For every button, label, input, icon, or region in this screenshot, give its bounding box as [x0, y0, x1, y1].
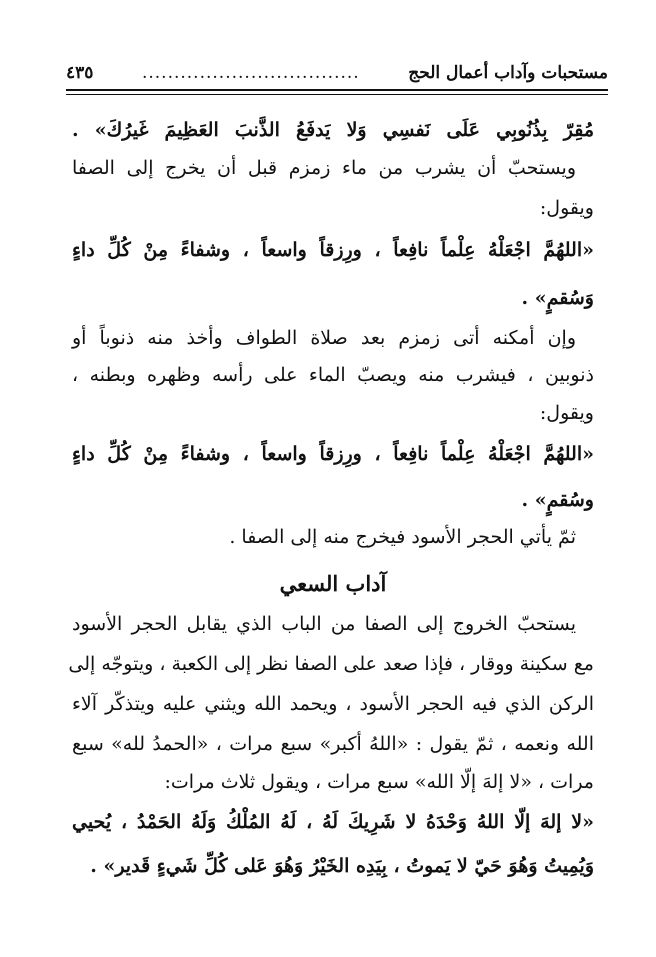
text-line: وإن أمكنه أتى زمزم بعد صلاة الطواف وأخذ منه ذنوباً أو: [72, 327, 576, 349]
header-rule-thick: [66, 89, 608, 91]
running-header: [66, 60, 608, 86]
page-number: ٤٣٥: [66, 63, 94, 83]
text-line: مُقِرّ بِذُنُوبِي عَلَى نَفسِي وَلا يَدفَعُ الذَّنبَ العَظِيمَ غَيرُكَ» .: [72, 119, 594, 141]
text-line: ويستحبّ أن يشرب من ماء زمزم قبل أن يخرج إلى الصفا: [72, 157, 576, 179]
prayer-line: «اللهُمَّ اجْعَلْهُ عِلْماً نافِعاً ، ورِزقاً واسعاً ، وشفاءً مِنْ كُلِّ داءٍ: [72, 239, 594, 261]
header-leader-dots: ..................................: [141, 63, 360, 83]
text-line: يستحبّ الخروج إلى الصفا من الباب الذي يقابل الحجر الأسود: [72, 613, 576, 635]
text-line: ذنوبين ، فيشرب منه ويصبّ الماء على رأسه وظهره وبطنه ،: [72, 364, 594, 386]
prayer-line: «اللهُمَّ اجْعَلْهُ عِلْماً نافِعاً ، ورِزقاً واسعاً ، وشفاءً مِنْ كُلِّ داءٍ: [72, 443, 594, 465]
text-line: ثمّ يأتي الحجر الأسود فيخرج منه إلى الصفا .: [229, 526, 576, 548]
text-line: مرات ، «لا إلهَ إلّا الله» سبع مرات ، ويقول ثلاث مرات:: [164, 771, 594, 793]
text-line: ويقول:: [539, 402, 594, 424]
text-line: مع سكينة ووقار ، فإذا صعد على الصفا نظر إلى الكعبة ، ويتوجّه إلى: [68, 653, 594, 675]
text-line: ويقول:: [539, 197, 594, 219]
section-heading: آداب السعي: [279, 571, 387, 596]
prayer-line: وَيُمِيتُ وَهُوَ حَيّ لا يَموتُ ، بِيَدِه الخَيْرُ وَهُوَ عَلى كُلِّ شَيءٍ قَدير» .: [90, 855, 594, 877]
header-title: مستحبات وآداب أعمال الحج: [408, 63, 608, 83]
header-rule-thin: [66, 94, 608, 95]
prayer-line: «لا إلهَ إلّا اللهُ وَحْدَهُ لا شَرِيكَ لَهُ ، لَهُ المُلْكُ وَلَهُ الحَمْدُ ، يُحيي: [72, 811, 594, 833]
text-line: الله ونعمه ، ثمّ يقول : «اللهُ أكبر» سبع مرات ، «الحمدُ لله» سبع: [72, 733, 594, 755]
prayer-line: وَسُقمٍ» .: [521, 287, 594, 309]
prayer-line: وسُقمٍ» .: [521, 489, 594, 511]
text-line: الركن الذي فيه الحجر الأسود ، ويحمد الله ويثني عليه ويتذكّر آلاء: [72, 693, 594, 715]
